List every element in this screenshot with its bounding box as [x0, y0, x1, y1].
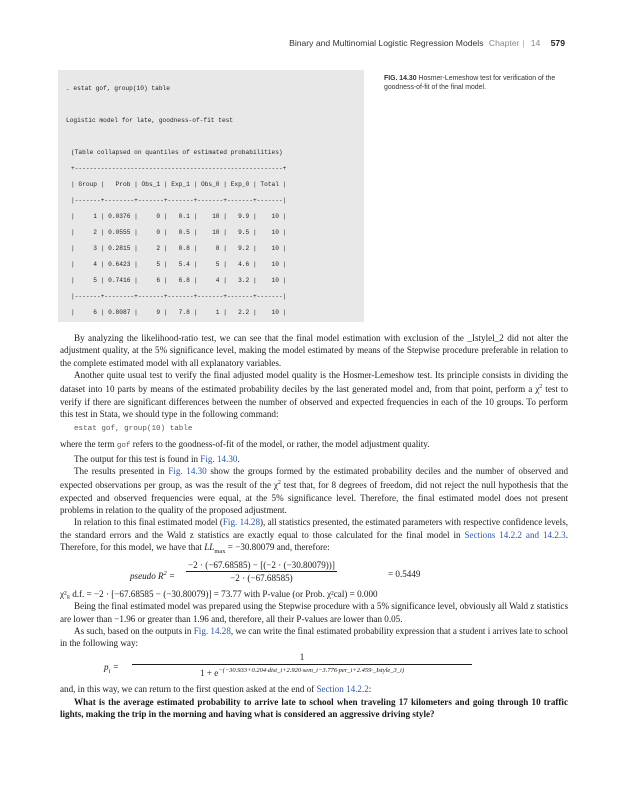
paragraph: where the term gof refers to the goodness-of-fit of the model, or rather, the model adjustment quality. [60, 439, 430, 451]
code-command: estat gof, group(10) table [74, 425, 193, 434]
stata-title: Logistic model for late, goodness-of-fit test [66, 117, 234, 124]
table-row-divider: |-------+--------+-------+-------+-------+-------+-------| [71, 293, 287, 300]
section-link[interactable]: Section 14.2.2 [316, 684, 369, 695]
table-row: | 4 | 0.6423 | 5 | 5.4 | 5 | 4.6 | 10 | [71, 261, 287, 268]
table-row: | 3 | 0.2815 | 2 | 0.8 | 8 | 9.2 | 10 | [71, 245, 287, 252]
figure-link[interactable]: Fig. 14.30 [168, 466, 207, 476]
pseudo-r2-result: = 0.5449 [388, 568, 421, 579]
table-row: | 5 | 0.7416 | 6 | 6.8 | 4 | 3.2 | 10 | [71, 277, 287, 284]
paragraph: In relation to this final estimated model (Fig. 14.28), all statistics presented, the estimated parameters with respective confidence levels, the standard errors and the Wald z statistics are exactly equal to those calculated for the final model in Sections 14.2.2 and 14.2.3. Therefore, for this model, we have that $LL_{max} = -30.80079$ and, therefore: [60, 517, 569, 555]
pseudo-r2-denominator: −2 · (−67.68585) [230, 573, 293, 584]
inline-code: gof [116, 442, 131, 451]
page-number: 579 [550, 38, 565, 48]
running-header: Binary and Multinomial Logistic Regression Models Chapter | 14 579 [289, 38, 565, 48]
figure-caption-text: Hosmer-Lemeshow test for verification of the goodness-of-fit of the final model. [384, 75, 556, 91]
paragraph: and, in this way, we can return to the first question asked at the end of Section 14.2.2: [60, 684, 372, 695]
table-row: | 1 | 0.0376 | 0 | 0.1 | 10 | 9.9 | 10 | [71, 213, 287, 220]
paragraph: The output for this test is found in Fig. 14.30. [74, 453, 240, 464]
probability-denominator: $1 + e^{-(-30.933+0.204\cdot dist\_i+2.920\cdot sem\_i-3.776\cdot per\_i+2.459\cdot\_Istyle\_3\_i)}$ [199, 666, 404, 678]
figure-link[interactable]: Fig. 14.30 [200, 453, 238, 464]
pseudo-r2-equation: pseudo $R^2$ = $\frac{-2 \cdot (-67.68585) - [(-2 \cdot (-30.80079))]}{-2 \cdot (-67.68585)}$ = 0.5449 [130, 559, 421, 584]
section-link[interactable]: Sections 14.2.2 and 14.2.3 [464, 529, 566, 540]
figure-caption [384, 74, 566, 92]
paragraph: Another quite usual test to verify the final adjusted model quality is the Hosmer-Lemeshow test. Its principle consists in dividing the dataset into 10 parts by means of the estimated probability deciles by the last generated model and, from that point, perform a $\chi^2$ test to verify if there are significant differences between the number of observed and expected frequencies in each of the 10 groups. To perform this test in Stata, we should type in the following command: [60, 369, 568, 419]
figure-label: FIG. 14.30 [384, 75, 417, 82]
table-row: | 2 | 0.0555 | 0 | 0.5 | 10 | 9.5 | 10 | [71, 229, 287, 236]
paragraph: As such, based on the outputs in Fig. 14.28, we can write the final estimated probability expression that a student i arrives late to school in the following way: [60, 625, 569, 649]
figure-link[interactable]: Fig. 14.28 [222, 517, 261, 528]
probability-numerator: 1 [132, 651, 472, 664]
chapter-label: Chapter [488, 38, 520, 48]
table-column-header: | Group | Prob | Obs_1 | Exp_1 | Obs_0 | Exp_0 | Total | [71, 181, 287, 188]
table-row: | 6 | 0.8087 | 9 | 7.8 | 1 | 2.2 | 10 | [71, 309, 287, 316]
table-rule-mid: |-------+--------+-------+-------+-------+-------+-------| [71, 197, 287, 204]
probability-exponent: −(−30.933+0.204·dist_i+2.920·sem_i−3.776·per_i+2.459·_Istyle_3_i) [218, 666, 404, 674]
table-rule-top: +--------------------------------------------------------+ [71, 165, 287, 172]
stata-output-figure [58, 70, 364, 322]
chi-square-line: χ²₈ d.f. = −2 · [−67.68585 − (−30.80079)] = 73.77 with P-value (or Prob. χ²cal) = 0.000 [60, 588, 378, 599]
body-text [60, 332, 568, 720]
question-paragraph: What is the average estimated probability to arrive late to school when traveling 17 kilometers and going through 10 traffic lights, making the trip in the morning and having what is considered an aggressive driving style? [60, 696, 568, 719]
paragraph: Being the final estimated model was prepared using the Stepwise procedure with a 5% significance level, obviously all Wald z statistics are lower than −1.96 or greater than 1.96 and, therefore, all their P-values are lower than 0.05. [60, 601, 568, 624]
probability-equation: $p_i$ = 1 $1 + e^{-(-30.933+0.204\cdot dist\_i+2.920\cdot sem\_i-3.776\cdot per\_i+2.459\cdot\_Istyle\_3\_i)}$ [60, 649, 568, 683]
stata-command: . estat gof, group(10) table [66, 85, 170, 92]
running-title: Binary and Multinomial Logistic Regression Models [289, 38, 484, 48]
stata-subtitle: (Table collapsed on quantiles of estimated probabilities) [71, 149, 283, 156]
paragraph: By analyzing the likelihood-ratio test, we can see that the final model estimation with exclusion of the _Istylel_2 did not alter the adjustment quality, at the 5% significance level, making the model estimated by means of the Stepwise procedure preferable in relation to the complete estimated model with all explanatory variables. [60, 333, 568, 368]
figure-link[interactable]: Fig. 14.28 [193, 625, 231, 636]
chapter-number: 14 [530, 38, 541, 48]
paragraph: The results presented in Fig. 14.30 show the groups formed by the estimated probability deciles and the number of observed and expected observations per group, as was the result of the $\chi^2$ test that, for 8 degrees of freedom, did not reject the null hypothesis that the expected and observed frequencies were equal, at the 5% significance level. Therefore, the final estimated model does not present problems in relation to the quality of the proposed adjustment. [60, 466, 569, 515]
pseudo-r2-numerator: −2 · (−67.68585) − [(−2 · (−30.80079))] [186, 559, 337, 572]
